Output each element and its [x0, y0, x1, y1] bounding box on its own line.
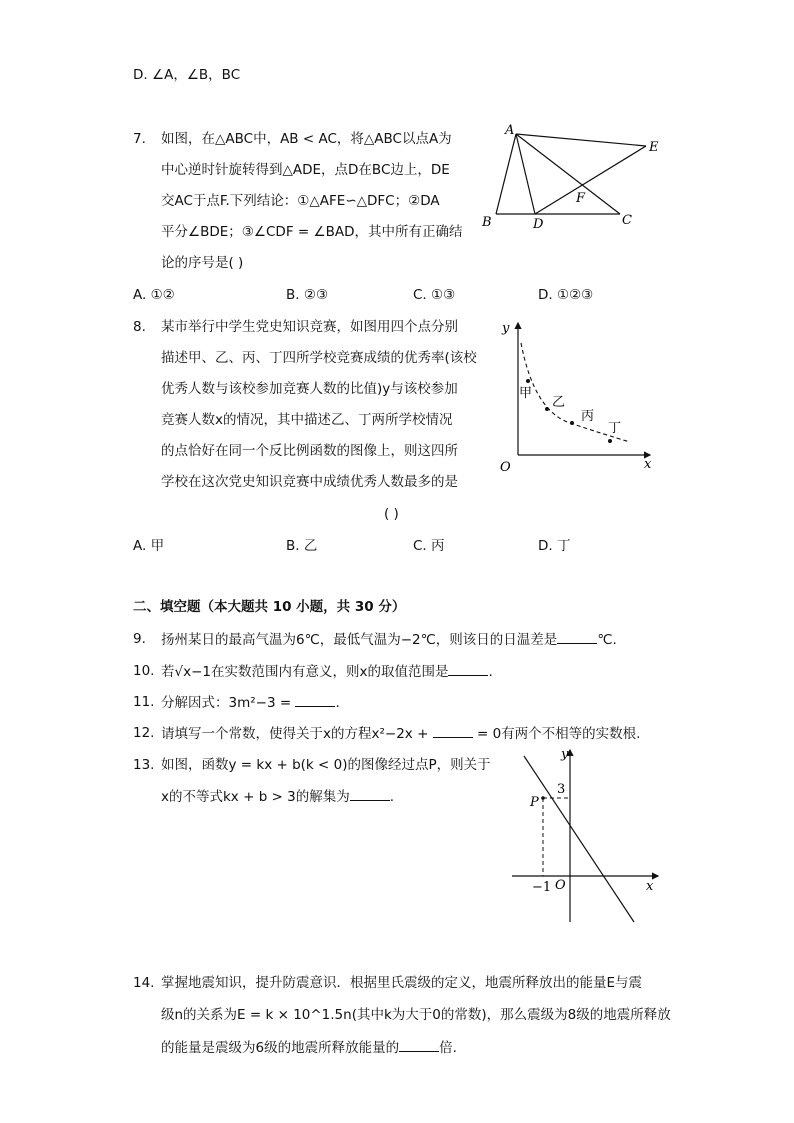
q8-label-jia: 甲: [519, 386, 533, 401]
q14-blank[interactable]: [399, 1038, 439, 1052]
q13-origin: O: [555, 878, 566, 893]
q8-line-4: 竞赛人数x的情况，其中描述乙、丁两所学校情况: [161, 412, 453, 428]
q7-line-4: 平分∠BDE；③∠CDF = ∠BAD，其中所有正确结: [161, 224, 463, 240]
q13-line-1: 如图，函数y = kx + b(k < 0)的图像经过点P，则关于: [161, 757, 491, 773]
q13-p-label: P: [530, 795, 539, 810]
q10-text: [161, 662, 493, 681]
q14-line-1: 掌握地震知识，提升防震意识．根据里氏震级的定义，地震所释放出的能量E与震: [161, 975, 643, 991]
q6-option-d: D. ∠A，∠B，BC: [133, 67, 241, 83]
q7-label-c: C: [622, 213, 632, 228]
q8-label-ding: 丁: [608, 421, 622, 436]
q10-after: .: [488, 664, 493, 680]
q7-label-b: B: [482, 215, 492, 230]
q7-number: 7.: [133, 131, 146, 147]
q8-point-ding: [608, 439, 612, 443]
q7-option-c[interactable]: C. ①③: [413, 287, 456, 303]
q12-number: 12.: [133, 725, 155, 741]
q7-option-a[interactable]: A. ①②: [133, 287, 175, 303]
q7-line-1: 如图，在△ABC中，AB < AC，将△ABC以点A为: [161, 131, 452, 147]
q8-point-yi: [545, 407, 549, 411]
q8-option-c[interactable]: C. 丙: [413, 538, 445, 554]
q13-tick-neg1: −1: [532, 880, 552, 895]
q13-line: [524, 756, 634, 922]
q7-label-e: E: [649, 140, 659, 155]
q13-y-label: y: [561, 747, 569, 762]
q9-blank[interactable]: [557, 630, 597, 644]
q8-label-bing: 丙: [581, 409, 595, 424]
q11-before: 分解因式：3m²−3 =: [161, 695, 292, 711]
q8-line-2: 描述甲、乙、丙、丁四所学校竞赛成绩的优秀率(该校: [161, 350, 477, 366]
q8-option-a[interactable]: A. 甲: [133, 538, 165, 554]
q7-line-5: 论的序号是( ): [161, 255, 244, 271]
q13-number: 13.: [133, 757, 155, 773]
q12-before: 请填写一个常数，使得关于x的方程x²−2x +: [161, 726, 429, 742]
q8-y-label: y: [502, 321, 510, 336]
q11-blank[interactable]: [295, 693, 335, 707]
q13-point-p: [541, 796, 545, 800]
q8-line-3: 优秀人数与该校参加竞赛人数的比值)y与该校参加: [161, 381, 458, 397]
q7-option-d[interactable]: D. ①②③: [538, 287, 594, 303]
q8-x-label: x: [644, 457, 652, 472]
q8-point-bing: [570, 421, 574, 425]
q11-text: [161, 693, 340, 712]
q7-label-a: A: [505, 123, 515, 138]
q13-blank[interactable]: [350, 787, 390, 801]
q9-after: ℃.: [597, 632, 617, 648]
q13-figure: [508, 744, 668, 930]
q8-origin: O: [500, 460, 511, 475]
q13-line-2-after: .: [389, 789, 395, 805]
q13-x-label: x: [646, 879, 654, 894]
q7-figure: [478, 122, 668, 234]
q8-paren: ( ): [384, 506, 399, 522]
q10-before: 若√x−1在实数范围内有意义，则x的取值范围是: [161, 664, 449, 680]
q13-tick-3: 3: [557, 782, 566, 797]
q13-line-2: [161, 787, 394, 806]
q14-line-3-before: 的能量是震级为6级的地震所释放能量的: [161, 1040, 400, 1056]
q8-line-6: 学校在这次党史知识竞赛中成绩优秀人数最多的是: [161, 474, 458, 490]
q7-option-b[interactable]: B. ②③: [286, 287, 329, 303]
q12-text: [161, 724, 640, 743]
q7-line-3: 交AC于点F.下列结论：①△AFE∽△DFC；②DA: [161, 193, 440, 209]
q7-label-d: D: [533, 217, 544, 232]
q7-line-2: 中心逆时针旋转得到△ADE，点D在BC边上，DE: [161, 162, 450, 178]
q8-figure: [490, 315, 660, 475]
q8-point-jia: [526, 379, 530, 383]
q8-option-d[interactable]: D. 丁: [538, 538, 571, 554]
q14-line-2: 级n的关系为E = k × 10^1.5n(其中k为大于0的常数)，那么震级为8级的地震所释放: [161, 1007, 671, 1023]
q8-number: 8.: [133, 319, 146, 335]
q14-line-3: [161, 1038, 457, 1057]
q12-blank[interactable]: [433, 724, 473, 738]
q12-after: = 0有两个不相等的实数根.: [476, 726, 641, 742]
q10-blank[interactable]: [448, 662, 488, 676]
q14-line-3-after: 倍.: [439, 1040, 457, 1056]
q7-label-f: F: [576, 191, 586, 206]
q10-number: 10.: [133, 663, 155, 679]
q11-after: .: [335, 695, 340, 711]
q8-line-1: 某市举行中学生党史知识竞赛，如图用四个点分别: [161, 319, 458, 335]
q9-text: [161, 630, 617, 649]
q9-number: 9.: [133, 631, 146, 647]
q11-number: 11.: [133, 694, 155, 710]
q13-line-2-before: x的不等式kx + b > 3的解集为: [161, 789, 350, 805]
q8-option-b[interactable]: B. 乙: [286, 538, 318, 554]
q8-label-yi: 乙: [552, 395, 566, 410]
section-2-title: 二、填空题（本大题共 10 小题，共 30 分）: [133, 599, 406, 615]
q14-number: 14.: [133, 975, 155, 991]
q8-line-5: 的点恰好在同一个反比例函数的图像上，则这四所: [161, 443, 458, 459]
q9-before: 扬州某日的最高气温为6℃，最低气温为−2℃，则该日的日温差是: [161, 632, 558, 648]
